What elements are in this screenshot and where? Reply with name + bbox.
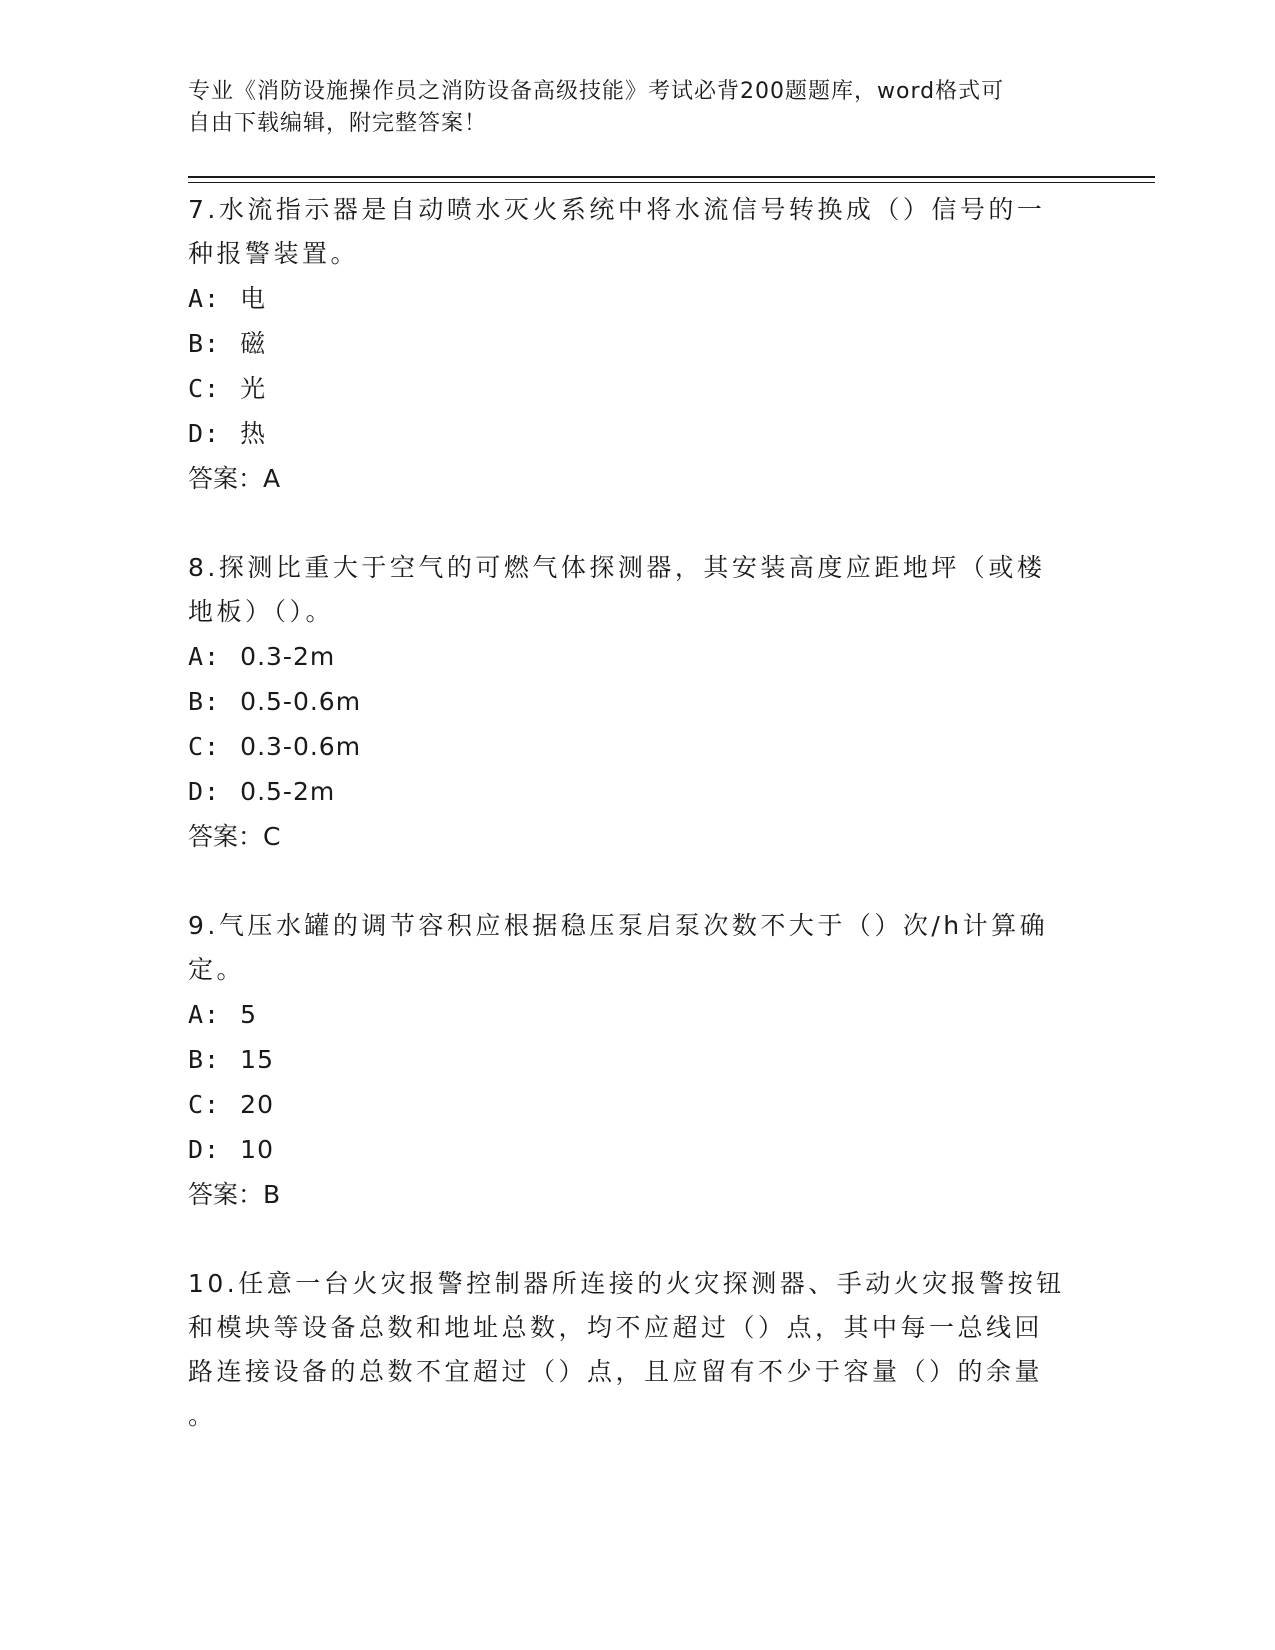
question-list bbox=[188, 188, 1068, 1438]
option-a bbox=[188, 276, 1068, 321]
option-text: 15 bbox=[240, 1045, 274, 1074]
question-9 bbox=[188, 904, 1068, 1218]
option-a bbox=[188, 634, 1068, 679]
option-d bbox=[188, 411, 1068, 456]
question-stem-line: 8.探测比重大于空气的可燃气体探测器，其安装高度应距地坪（或楼 bbox=[188, 553, 1046, 582]
option-letter: C: bbox=[188, 732, 221, 761]
header-line-1: 专业《消防设施操作员之消防设备高级技能》考试必背200题题库，word格式可 bbox=[188, 79, 1005, 104]
option-c bbox=[188, 1082, 1068, 1127]
option-b bbox=[188, 679, 1068, 724]
question-stem-line: 和模块等设备总数和地址总数，均不应超过（）点，其中每一总线回 bbox=[188, 1313, 1044, 1342]
question-stem-line: 路连接设备的总数不宜超过（）点，且应留有不少于容量（）的余量 bbox=[188, 1357, 1044, 1386]
option-text: 光 bbox=[240, 374, 267, 403]
question-gap bbox=[188, 860, 1068, 904]
header-rule-thick bbox=[188, 176, 1155, 178]
option-text: 10 bbox=[240, 1135, 274, 1164]
answer-label: 答案： bbox=[188, 822, 264, 851]
header-rule-thin bbox=[188, 182, 1155, 183]
option-b bbox=[188, 321, 1068, 366]
question-8 bbox=[188, 546, 1068, 860]
option-letter: D: bbox=[188, 1135, 221, 1164]
answer-value: A bbox=[263, 464, 281, 493]
answer-line bbox=[188, 1172, 1068, 1218]
option-text: 0.5-0.6m bbox=[240, 687, 362, 716]
question-stem-line: 地板）（）。 bbox=[188, 597, 335, 626]
option-a bbox=[188, 992, 1068, 1037]
option-d bbox=[188, 769, 1068, 814]
option-b bbox=[188, 1037, 1068, 1082]
option-letter: A: bbox=[188, 284, 221, 313]
question-stem-line: 。 bbox=[188, 1401, 217, 1430]
option-c bbox=[188, 724, 1068, 769]
question-stem-line: 7.水流指示器是自动喷水灭火系统中将水流信号转换成（）信号的一 bbox=[188, 195, 1046, 224]
option-letter: D: bbox=[188, 419, 221, 448]
option-text: 热 bbox=[240, 419, 267, 448]
question-stem-line: 种报警装置。 bbox=[188, 239, 360, 268]
answer-value: C bbox=[263, 822, 281, 851]
option-text: 5 bbox=[240, 1000, 258, 1029]
header-line-2: 自由下载编辑，附完整答案！ bbox=[188, 111, 488, 136]
option-text: 0.3-2m bbox=[240, 642, 336, 671]
option-letter: C: bbox=[188, 1090, 221, 1119]
option-letter: C: bbox=[188, 374, 221, 403]
question-gap bbox=[188, 1218, 1068, 1262]
option-letter: B: bbox=[188, 1045, 221, 1074]
option-text: 磁 bbox=[240, 329, 267, 358]
option-letter: B: bbox=[188, 329, 221, 358]
option-letter: D: bbox=[188, 777, 221, 806]
answer-label: 答案： bbox=[188, 464, 264, 493]
question-stem-line: 10.任意一台火灾报警控制器所连接的火灾探测器、手动火灾报警按钮 bbox=[188, 1269, 1065, 1298]
option-letter: A: bbox=[188, 1000, 221, 1029]
option-text: 0.5-2m bbox=[240, 777, 336, 806]
option-letter: A: bbox=[188, 642, 221, 671]
option-text: 电 bbox=[240, 284, 267, 313]
option-text: 20 bbox=[240, 1090, 274, 1119]
answer-label: 答案： bbox=[188, 1180, 264, 1209]
option-d bbox=[188, 1127, 1068, 1172]
option-c bbox=[188, 366, 1068, 411]
question-stem-line: 9.气压水罐的调节容积应根据稳压泵启泵次数不大于（）次/h计算确 bbox=[188, 911, 1049, 940]
answer-line bbox=[188, 456, 1068, 502]
option-text: 0.3-0.6m bbox=[240, 732, 362, 761]
question-7 bbox=[188, 188, 1068, 502]
document-header bbox=[188, 76, 1068, 140]
answer-value: B bbox=[263, 1180, 281, 1209]
answer-line bbox=[188, 814, 1068, 860]
question-stem-line: 定。 bbox=[188, 955, 246, 984]
question-10 bbox=[188, 1262, 1068, 1438]
option-letter: B: bbox=[188, 687, 221, 716]
question-gap bbox=[188, 502, 1068, 546]
